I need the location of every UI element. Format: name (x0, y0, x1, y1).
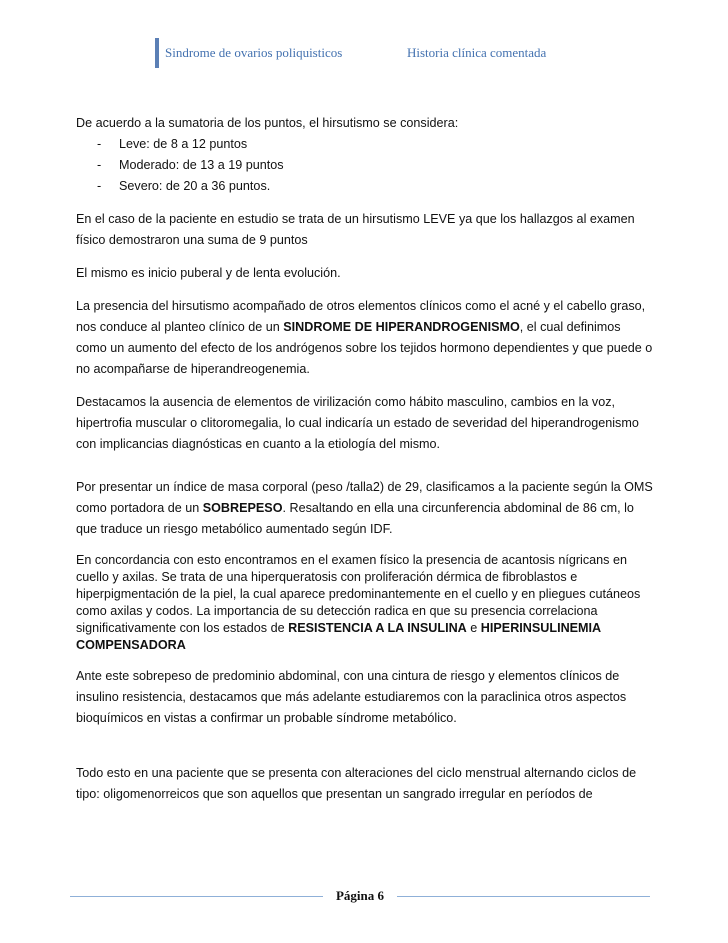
page-number: Página 6 (335, 888, 385, 903)
document-body (76, 113, 654, 817)
paragraph-onset: El mismo es inicio puberal y de lenta evolución. (76, 266, 341, 280)
spacer (76, 741, 654, 763)
list-item: - Leve: de 8 a 12 puntos (97, 137, 248, 151)
paragraph-acanthosis: En concordancia con esto encontramos en el examen físico la presencia de acantosis nígricans en cuello y axilas. Se trata de una hiperqueratosis con proliferación dérmica de fibroblastos e hiperpigmentación de la piel, la cual aparece predominantemente en el cuello y en pliegues cutáneos como axilas y codos. La importancia de su detección radica en que su presencia correlaciona significativamente con los estados de RESISTENCIA A LA INSULINA e HIPERINSULINEMIA COMPENSADORA (76, 553, 641, 652)
page-footer (70, 886, 650, 906)
paragraph-case: En el caso de la paciente en estudio se trata de un hirsutismo LEVE ya que los hallazgos al examen físico demostraron una suma de 9 puntos (76, 212, 635, 247)
list-item: - Severo: de 20 a 36 puntos. (97, 179, 271, 193)
footer-rule-left (70, 896, 323, 897)
paragraph-menstrual: Todo esto en una paciente que se presenta con alteraciones del ciclo menstrual alternando ciclos de tipo: oligomenorreicos que son aquellos que presentan un sangrado irregular en períodos de (76, 766, 637, 801)
paragraph-hyperandrogenism: La presencia del hirsutismo acompañado de otros elementos clínicos como el acné y el cabello graso, nos conduce al planteo clínico de un SINDROME DE HIPERANDROGENISMO, el cual definimos como un aumento del efecto de los andrógenos sobre los tejidos hormono dependientes y que puede o no acompañarse de hiperandreogenemia. (76, 299, 653, 376)
footer-rule-right (397, 896, 650, 897)
paragraph-bmi: Por presentar un índice de masa corporal (peso /talla2) de 29, clasificamos a la paciente según la OMS como portadora de un SOBREPESO. Resaltando en ella una circunferencia abdominal de 86 cm, lo que traduce un riesgo metabólico aumentado según IDF. (76, 480, 653, 536)
paragraph-metabolic: Ante este sobrepeso de predominio abdominal, con una cintura de riesgo y elementos clínicos de insulino resistencia, destacamos que más adelante estudiaremos con la paraclinica otros aspectos bioquímicos en vistas a confirmar un probable síndrome metabólico. (76, 669, 627, 725)
paragraph-intro: De acuerdo a la sumatoria de los puntos, el hirsutismo se considera: (76, 116, 459, 130)
list-item: - Moderado: de 13 a 19 puntos (97, 158, 284, 172)
paragraph-virilization: Destacamos la ausencia de elementos de virilización como hábito masculino, cambios en la voz, hipertrofia muscular o clitoromegalia, lo cual indicaría un estado de severidad del hiperandrogenismo con implicancias diagnósticas en cuanto a la etiología del mismo. (76, 395, 639, 451)
header-document-title: Sindrome de ovarios poliquisticos (165, 45, 343, 60)
header-section-title: Historia clínica comentada (407, 45, 547, 60)
spacer (76, 467, 654, 477)
hirsutism-levels-list (76, 134, 654, 197)
header-accent-bar (155, 38, 159, 68)
page-header (155, 38, 595, 68)
